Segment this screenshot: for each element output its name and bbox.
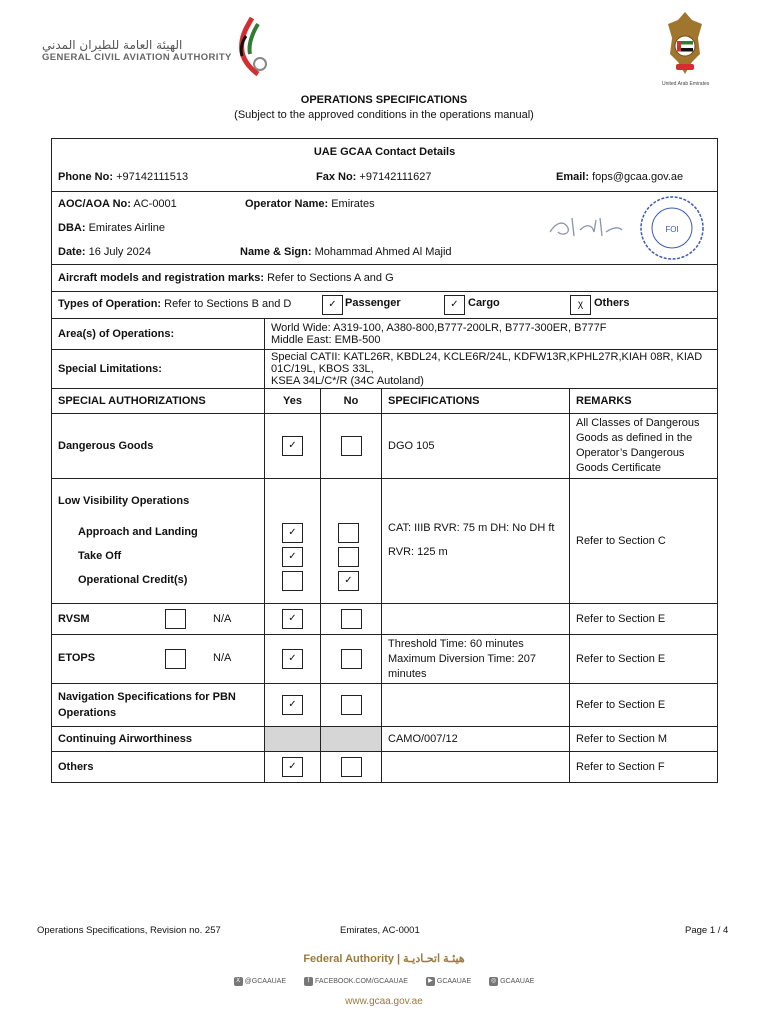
gcaa-arabic-name: الهيئة العامة للطيران المدني [42, 38, 183, 52]
social-x-link[interactable] [234, 978, 286, 985]
lvo-label: Low Visibility Operations [58, 495, 190, 507]
fax-label: Fax No: [316, 171, 357, 183]
ca-remarks: Refer to Section M [570, 727, 718, 752]
cargo-checkbox[interactable]: ✓ [444, 295, 465, 315]
aoc-value: AC-0001 [133, 198, 177, 210]
etops-row [52, 635, 718, 684]
gcaa-falcon-logo-icon [232, 16, 272, 78]
aircraft-label: Aircraft models and registration marks: [58, 272, 265, 284]
rvsm-remarks: Refer to Section E [570, 604, 718, 635]
dba-label: DBA: [58, 222, 86, 234]
pbn-spec [382, 684, 570, 727]
website-link[interactable]: www.gcaa.gov.ae [345, 996, 423, 1007]
lvo-takeoff-no-checkbox[interactable] [338, 547, 359, 567]
stamp-text: FOI [665, 225, 679, 234]
ca-row [52, 727, 718, 752]
lvo-spec-line2: RVR: 125 m [388, 546, 448, 558]
emblem-caption: United Arab Emirates [662, 81, 710, 87]
date-label: Date: [58, 246, 86, 258]
social-youtube-label: GCAAUAE [436, 978, 472, 986]
lvo-credit-label: Operational Credit(s) [78, 574, 188, 586]
lvo-takeoff-label: Take Off [78, 550, 122, 562]
gcaa-english-name: GENERAL CIVIL AVIATION AUTHORITY [42, 52, 232, 63]
limitations-line2: KSEA 34L/C*/R (34C Autoland) [271, 375, 424, 387]
dg-remarks: All Classes of Dangerous Goods as defined in the Operator’s Dangerous Goods Certificate [570, 414, 718, 479]
dba-value: Emirates Airline [88, 222, 165, 234]
document-title: OPERATIONS SPECIFICATIONS [300, 94, 468, 106]
dg-no-checkbox[interactable] [341, 436, 362, 456]
x-icon: X [234, 977, 243, 986]
pbn-no-checkbox[interactable] [341, 695, 362, 715]
rvsm-na-checkbox[interactable] [165, 609, 186, 629]
others-remarks: Refer to Section F [570, 752, 718, 783]
others-label: Others [594, 297, 630, 309]
pbn-row [52, 684, 718, 727]
operator-name-value: Emirates [331, 198, 375, 210]
phone-label: Phone No: [58, 171, 113, 183]
etops-remarks: Refer to Section E [570, 635, 718, 684]
ops-spec-table [51, 138, 718, 783]
sign-label: Name & Sign: [240, 246, 312, 258]
ca-label: Continuing Airworthiness [52, 727, 265, 752]
social-links [0, 977, 768, 986]
types-label: Types of Operation: [58, 298, 162, 310]
others-yes-checkbox[interactable]: ✓ [282, 757, 303, 777]
contact-heading: UAE GCAA Contact Details [52, 139, 718, 166]
lvo-row [52, 479, 718, 604]
signature-image [546, 208, 626, 244]
uae-emblem-icon [664, 8, 706, 80]
remarks-header: REMARKS [570, 389, 718, 414]
contact-heading-row [52, 139, 718, 166]
pbn-yes-checkbox[interactable]: ✓ [282, 695, 303, 715]
dangerous-goods-label: Dangerous Goods [52, 414, 265, 479]
etops-spec-line2: Maximum Diversion Time: 207 minutes [388, 652, 536, 680]
limitations-label: Special Limitations: [52, 350, 265, 389]
social-instagram-label: GCAAUAE [500, 978, 535, 986]
social-x-label: @GCAAUAE [244, 978, 287, 986]
areas-line1: World Wide: A319-100, A380-800,B777-200LR, B777-300ER, B777F [271, 322, 607, 334]
ca-yes-cell [265, 727, 321, 752]
specs-header: SPECIFICATIONS [382, 389, 570, 414]
etops-spec-line1: Threshold Time: 60 minutes [388, 637, 524, 650]
others-row-label: Others [52, 752, 265, 783]
lvo-approach-label: Approach and Landing [78, 526, 198, 538]
etops-na-checkbox[interactable] [165, 649, 186, 669]
federal-authority-mark: Federal Authority | هيئـة اتحـاديـة [303, 953, 465, 965]
others-row [52, 752, 718, 783]
footer-revision: Operations Specifications, Revision no. 257 [37, 925, 221, 936]
social-facebook-link[interactable] [304, 978, 408, 985]
pbn-remarks: Refer to Section E [570, 684, 718, 727]
ca-spec: CAMO/007/12 [382, 727, 570, 752]
fax-value: +97142111627 [359, 171, 432, 183]
areas-row [52, 319, 718, 350]
instagram-icon: ◎ [490, 978, 497, 984]
operator-row [52, 192, 718, 265]
passenger-label: Passenger [345, 297, 401, 309]
others-checkbox[interactable]: χ [570, 295, 591, 315]
youtube-icon: ▶ [426, 977, 435, 986]
social-instagram-link[interactable] [489, 978, 534, 985]
facebook-icon: f [304, 977, 313, 986]
limitations-line1: Special CATII: KATL26R, KBDL24, KCLE6R/24L, KDFW13R,KPHL27R,KIAH 08R, KIAD 01C/19L, KBOS 33L, [271, 351, 703, 375]
yes-header: Yes [265, 389, 321, 414]
email-value: fops@gcaa.gov.ae [592, 171, 684, 183]
footer-operator: Emirates, AC-0001 [340, 925, 420, 936]
no-header: No [321, 389, 382, 414]
email-field [556, 171, 683, 183]
cargo-label: Cargo [468, 297, 500, 309]
others-spec [382, 752, 570, 783]
others-no-checkbox[interactable] [341, 757, 362, 777]
footer-page-number: Page 1 / 4 [685, 925, 729, 936]
rvsm-no-checkbox[interactable] [341, 609, 362, 629]
aoc-label: AOC/AOA No: [58, 198, 131, 210]
phone-field [58, 171, 188, 183]
rvsm-spec [382, 604, 570, 635]
lvo-approach-no-checkbox[interactable] [338, 523, 359, 543]
phone-value: +97142111513 [116, 171, 189, 183]
social-youtube-link[interactable] [426, 978, 471, 985]
fax-field [316, 171, 432, 183]
rvsm-label: RVSM [58, 613, 90, 625]
dangerous-goods-row [52, 414, 718, 479]
etops-no-checkbox[interactable] [341, 649, 362, 669]
etops-label: ETOPS [58, 652, 96, 664]
ca-no-cell [321, 727, 382, 752]
types-value: Refer to Sections B and D [164, 298, 292, 310]
etops-yes-checkbox[interactable]: ✓ [282, 649, 303, 669]
aircraft-value: Refer to Sections A and G [267, 272, 394, 284]
special-auth-header: SPECIAL AUTHORIZATIONS [52, 389, 265, 414]
email-label: Email: [556, 171, 590, 183]
dg-yes-checkbox[interactable]: ✓ [282, 436, 303, 456]
auth-header-row [52, 389, 718, 414]
lvo-credit-no-checkbox[interactable]: ✓ [338, 571, 359, 591]
sign-name-value: Mohammad Ahmed Al Majid [314, 246, 452, 258]
rvsm-yes-checkbox[interactable]: ✓ [282, 609, 303, 629]
lvo-approach-yes-checkbox[interactable]: ✓ [282, 523, 303, 543]
dg-spec: DGO 105 [382, 414, 570, 479]
date-value: 16 July 2024 [88, 246, 151, 258]
pbn-label: Navigation Specifications for PBN Operations [52, 684, 265, 727]
lvo-takeoff-yes-checkbox[interactable]: ✓ [282, 547, 303, 567]
rvsm-na-label: N/A [213, 613, 232, 625]
limitations-row [52, 350, 718, 389]
document-subtitle: (Subject to the approved conditions in the operations manual) [234, 109, 534, 121]
operator-name-label: Operator Name: [245, 198, 329, 210]
lvo-credit-yes-checkbox[interactable] [282, 571, 303, 591]
areas-label: Area(s) of Operations: [52, 319, 265, 350]
lvo-spec-line1: CAT: IIIB RVR: 75 m DH: No DH ft [388, 522, 555, 534]
types-row [52, 292, 718, 319]
contact-row [52, 165, 718, 192]
lvo-remarks: Refer to Section C [570, 479, 718, 604]
foi-stamp-image [638, 194, 706, 262]
etops-na-label: N/A [213, 652, 232, 664]
social-facebook-label: FACEBOOK.COM/GCAAUAE [314, 978, 408, 986]
aircraft-row [52, 265, 718, 292]
passenger-checkbox[interactable]: ✓ [322, 295, 343, 315]
areas-line2: Middle East: EMB-500 [271, 334, 381, 346]
rvsm-row [52, 604, 718, 635]
